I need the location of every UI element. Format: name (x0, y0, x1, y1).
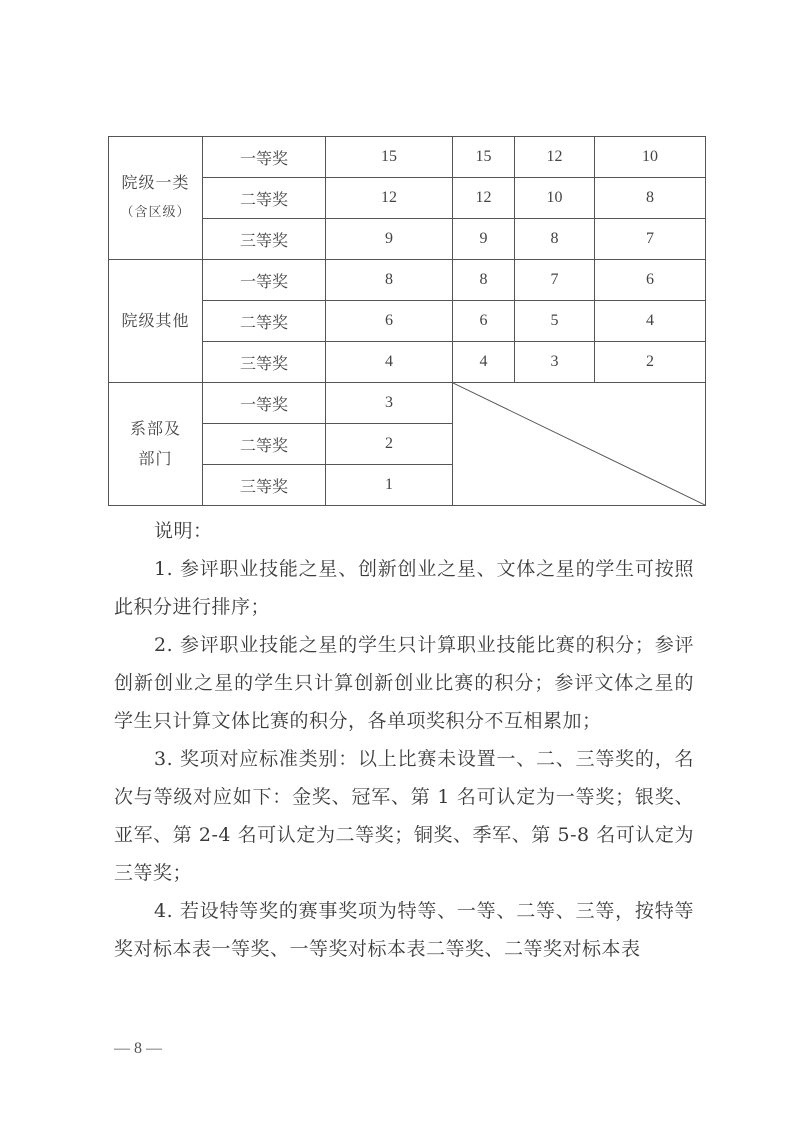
score-cell: 3 (515, 342, 595, 383)
score-cell: 10 (515, 178, 595, 219)
note-item-1: 1. 参评职业技能之星、创新创业之星、文体之星的学生可按照此积分进行排序； (114, 558, 694, 618)
score-cell: 6 (453, 301, 515, 342)
group-label-college-other: 院级其他 (109, 260, 203, 383)
score-cell: 4 (595, 301, 706, 342)
award-level: 一等奖 (203, 137, 326, 178)
score-cell: 6 (595, 260, 706, 301)
table-row (109, 137, 706, 178)
score-cell: 12 (453, 178, 515, 219)
score-cell: 2 (595, 342, 706, 383)
score-cell: 3 (326, 383, 453, 424)
score-cell: 8 (515, 219, 595, 260)
score-cell: 9 (453, 219, 515, 260)
score-cell: 15 (453, 137, 515, 178)
score-cell: 12 (515, 137, 595, 178)
award-level: 二等奖 (203, 178, 326, 219)
score-cell: 15 (326, 137, 453, 178)
award-level: 三等奖 (203, 465, 326, 506)
score-cell: 4 (453, 342, 515, 383)
score-cell: 10 (595, 137, 706, 178)
table-row (109, 383, 706, 424)
award-level: 一等奖 (203, 260, 326, 301)
group-label-department (109, 383, 203, 506)
diagonal-empty-cell (453, 383, 706, 506)
score-cell: 12 (326, 178, 453, 219)
group-sublabel: （含区级） (120, 205, 191, 220)
score-table (108, 136, 706, 506)
score-cell: 4 (326, 342, 453, 383)
award-level: 二等奖 (203, 301, 326, 342)
note-item-2: 2. 参评职业技能之星的学生只计算职业技能比赛的积分；参评创新创业之星的学生只计算创新创业比赛的积分；参评文体之星的学生只计算文体比赛的积分，各单项奖积分不互相累加； (114, 634, 694, 732)
notes-title: 说明： (154, 520, 213, 542)
group-label: 院级一类 (121, 173, 190, 192)
group-label-line2: 部门 (138, 449, 173, 468)
group-label-line1: 系部及 (129, 419, 181, 438)
score-cell: 1 (326, 465, 453, 506)
award-level: 三等奖 (203, 342, 326, 383)
note-item-3: 3. 奖项对应标准类别：以上比赛未设置一、二、三等奖的，名次与等级对应如下：金奖、冠军、第 1 名可认定为一等奖；银奖、亚军、第 2-4 名可认定为二等奖；铜奖、季军、第 5-8 名可认定为三等奖； (114, 748, 694, 884)
award-level: 二等奖 (203, 424, 326, 465)
award-level: 三等奖 (203, 219, 326, 260)
page-number: — 8 — (114, 1040, 162, 1057)
note-item-4: 4. 若设特等奖的赛事奖项为特等、一等、二等、三等，按特等奖对标本表一等奖、一等奖对标本表二等奖、二等奖对标本表 (114, 900, 694, 960)
diagonal-line (453, 383, 705, 505)
score-cell: 5 (515, 301, 595, 342)
score-cell: 8 (595, 178, 706, 219)
score-cell: 2 (326, 424, 453, 465)
award-level: 一等奖 (203, 383, 326, 424)
table-row (109, 260, 706, 301)
notes-section (114, 512, 694, 968)
score-cell: 7 (595, 219, 706, 260)
group-label-college-first-class (109, 137, 203, 260)
score-cell: 8 (326, 260, 453, 301)
score-cell: 7 (515, 260, 595, 301)
score-cell: 8 (453, 260, 515, 301)
score-cell: 6 (326, 301, 453, 342)
score-cell: 9 (326, 219, 453, 260)
